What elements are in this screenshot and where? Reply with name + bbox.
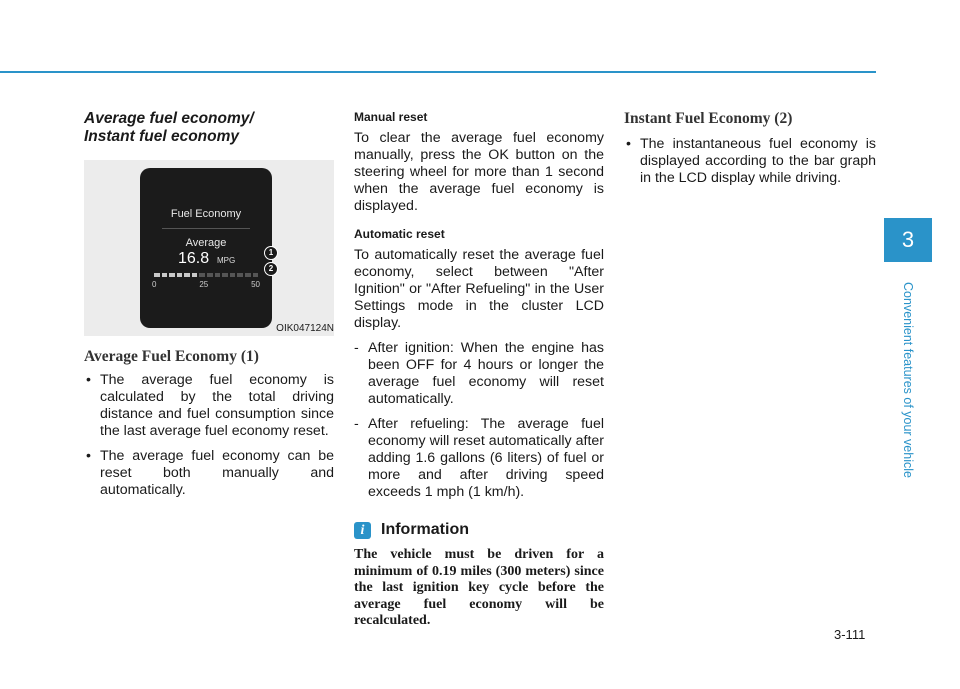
bar-segment <box>154 273 160 277</box>
bar-segment <box>177 273 183 277</box>
cluster-figure <box>84 160 334 336</box>
information-text: The vehicle must be driven for a minimum of 0.19 miles (300 meters) since the last ignition key cycle before the average fuel economy will be recalculated. <box>354 547 604 628</box>
cluster-title: Fuel Economy <box>170 208 242 220</box>
list-item: - After ignition: When the engine has been OFF for 4 hours or longer the average fuel economy will reset automatically. <box>354 340 604 408</box>
average-bullets <box>84 372 334 499</box>
instant-fuel-economy-title: Instant Fuel Economy (2) <box>624 110 793 127</box>
information-header <box>354 521 604 539</box>
bar-segment <box>169 273 175 277</box>
cluster-subtitle: Average <box>185 237 227 249</box>
section-heading-line2: Instant fuel economy <box>84 128 240 145</box>
top-rule <box>0 71 876 73</box>
manual-reset-title: Manual reset <box>354 110 428 124</box>
manual-reset-text: To clear the average fuel economy manually, press the OK button on the steering wheel for more than 1 second when the average fuel economy is displayed. <box>354 130 604 214</box>
middle-column <box>354 110 604 630</box>
bar-segment <box>184 273 190 277</box>
left-column <box>84 110 334 507</box>
figure-code: OIK047124N <box>276 323 334 334</box>
bar-scale <box>152 280 260 289</box>
bar-segment <box>237 273 243 277</box>
bar-segment <box>245 273 251 277</box>
automatic-reset-text: To automatically reset the average fuel economy, select between "After Ignition" or "After Refueling" in the User Settings mode in the cluster LCD display. <box>354 247 604 331</box>
section-heading <box>84 110 334 146</box>
callout-2: 2 <box>264 262 278 276</box>
bar-segment <box>253 273 259 277</box>
bar-segment <box>192 273 198 277</box>
information-icon: i <box>354 522 371 539</box>
right-column <box>624 110 876 195</box>
bar-segment <box>230 273 236 277</box>
list-item: • The instantaneous fuel economy is displayed according to the bar graph in the LCD display while driving. <box>624 136 876 187</box>
list-item: • The average fuel economy is calculated by the total driving distance and fuel consumption since the last average fuel economy reset. <box>84 372 334 440</box>
scale-tick-25: 25 <box>199 280 209 289</box>
chapter-title: Convenient features of your vehicle <box>901 282 915 478</box>
fuel-economy-unit: MPG <box>217 256 236 265</box>
bar-segment <box>207 273 213 277</box>
instant-economy-bar <box>154 273 258 277</box>
chapter-tab: 3 <box>884 218 932 262</box>
section-heading-line1: Average fuel economy/ <box>84 110 254 127</box>
callout-1: 1 <box>264 246 278 260</box>
instant-bullets <box>624 136 876 187</box>
scale-tick-0: 0 <box>152 280 157 289</box>
automatic-reset-items <box>354 340 604 501</box>
list-item: • The average fuel economy can be reset both manually and automatically. <box>84 448 334 499</box>
average-fuel-economy-title: Average Fuel Economy (1) <box>84 348 259 365</box>
scale-tick-50: 50 <box>251 280 260 289</box>
cluster-display <box>140 168 272 328</box>
information-label: Information <box>381 521 469 538</box>
bar-segment <box>215 273 221 277</box>
page-number: 3-111 <box>834 627 866 642</box>
list-item: - After refueling: The average fuel economy will reset automatically after adding 1.6 gallons (6 liters) of fuel or more and after driving speed exceeds 1 mph (1 km/h). <box>354 416 604 501</box>
bar-segment <box>162 273 168 277</box>
automatic-reset-title: Automatic reset <box>354 227 445 241</box>
cluster-divider <box>162 228 250 229</box>
bar-segment <box>199 273 205 277</box>
fuel-economy-value: 16.8 <box>178 250 210 267</box>
bar-segment <box>222 273 228 277</box>
